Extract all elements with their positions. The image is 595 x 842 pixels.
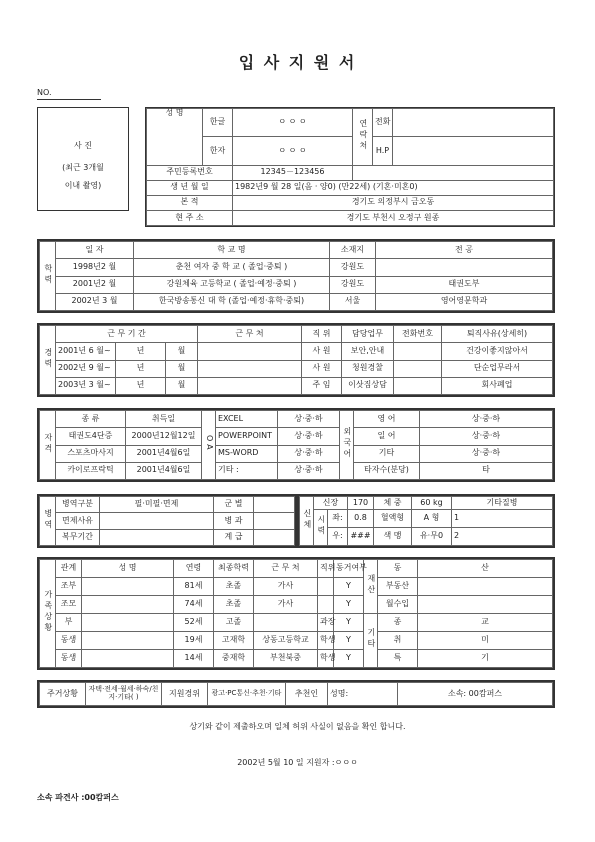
family-header-name: 성 명 xyxy=(82,560,174,578)
family-cohabit: Y xyxy=(334,650,364,668)
edu-header-date: 일 자 xyxy=(56,242,134,259)
family-education: 초졸 xyxy=(214,578,254,596)
qual-header-date: 취득일 xyxy=(126,411,202,428)
family-name xyxy=(82,650,174,668)
personal-table xyxy=(146,108,554,226)
career-position: 주 임 xyxy=(302,377,342,394)
family-education: 초졸 xyxy=(214,596,254,614)
qualification-table xyxy=(39,410,553,480)
edu-school: 한국방송통신 대 학 (졸업·예정·휴학·중퇴) xyxy=(134,293,330,310)
family-name xyxy=(82,578,174,596)
hanja-label: 한자 xyxy=(203,137,233,165)
family-header-workplace: 근 무 처 xyxy=(254,560,318,578)
family-position: 과장 xyxy=(318,614,334,632)
oa-label: OA xyxy=(202,411,216,480)
language-level: 상·중·하 xyxy=(420,411,553,428)
career-end-year: 년 xyxy=(116,360,166,377)
family-position xyxy=(318,578,334,596)
family-age: 81세 xyxy=(174,578,214,596)
career-duty: 이삿짐상담 xyxy=(342,377,394,394)
dispatch-company: 소속 파견사 :00캄퍼스 xyxy=(37,793,119,802)
education-section-label: 학력 xyxy=(40,242,56,311)
military-rank-value xyxy=(254,529,295,545)
motive-value: 광고·PC통신·추천·기타 xyxy=(208,683,286,706)
family-table xyxy=(39,559,553,668)
housing-value: 자택·전세·월세·하숙/친지·기타( ) xyxy=(86,683,162,706)
edu-major xyxy=(376,259,553,276)
career-company xyxy=(198,377,302,394)
table-row xyxy=(40,259,553,276)
oa-item: POWERPOINT xyxy=(216,428,278,445)
career-reason: 건강이좋지않아서 xyxy=(442,343,553,360)
military-branch-label: 군 별 xyxy=(214,497,254,513)
career-phone xyxy=(394,360,442,377)
family-position: 학생 xyxy=(318,650,334,668)
body-section-label: 신체 xyxy=(300,497,314,546)
hanja-value: ㅇ ㅇ ㅇ xyxy=(233,137,353,165)
exemption-reason-value xyxy=(100,513,214,529)
edu-major: 영어영문학과 xyxy=(376,293,553,310)
edu-header-location: 소재지 xyxy=(330,242,376,259)
family-cohabit: Y xyxy=(334,596,364,614)
career-section xyxy=(37,323,555,397)
phone-value xyxy=(393,109,554,137)
family-age: 14세 xyxy=(174,650,214,668)
oa-level: 상·중·하 xyxy=(278,462,340,479)
asset-item: 동 xyxy=(378,560,418,578)
edu-school: 춘천 여자 중 학 교 ( 졸업·중퇴 ) xyxy=(134,259,330,276)
edu-date: 2002년 3 월 xyxy=(56,293,134,310)
table-row xyxy=(40,343,553,360)
table-row xyxy=(40,360,553,377)
etc-value: 미 xyxy=(418,632,553,650)
date-signature-line: 2002년 5월 10 일 지원자 :ㅇㅇㅇ xyxy=(237,758,358,767)
etc-item: 취 xyxy=(378,632,418,650)
weight-label: 체 중 xyxy=(374,497,412,510)
family-position: 학생 xyxy=(318,632,334,650)
oa-item: MS-WORD xyxy=(216,445,278,462)
military-rank-label: 계 급 xyxy=(214,529,254,545)
motive-label: 지원경위 xyxy=(162,683,208,706)
blood-extra: 1 xyxy=(452,510,553,528)
edu-date: 1998년2 월 xyxy=(56,259,134,276)
language-level: 상·중·하 xyxy=(420,445,553,462)
language-label: 외국어 xyxy=(340,411,354,480)
oa-item: EXCEL xyxy=(216,411,278,428)
body-section xyxy=(297,494,555,548)
table-row xyxy=(40,293,553,310)
table-row xyxy=(40,650,553,668)
career-start: 2002년 9 월~ xyxy=(56,360,116,377)
etc-value: 기 xyxy=(418,650,553,668)
career-reason: 단순업무라서 xyxy=(442,360,553,377)
blood-label: 혈액형 xyxy=(374,510,412,528)
career-header-period: 근 무 기 간 xyxy=(56,326,198,343)
table-row xyxy=(40,596,553,614)
etc-item: 종 xyxy=(378,614,418,632)
edu-location: 강원도 xyxy=(330,259,376,276)
career-header-duty: 담당업무 xyxy=(342,326,394,343)
rrn-label: 주민등록번호 xyxy=(147,165,233,180)
family-position xyxy=(318,596,334,614)
hangul-value: ㅇ ㅇ ㅇ xyxy=(233,109,353,137)
family-relation: 동생 xyxy=(56,632,82,650)
career-position: 사 원 xyxy=(302,343,342,360)
career-end-year: 년 xyxy=(116,377,166,394)
asset-label: 재산 xyxy=(364,560,378,614)
qualification-section xyxy=(37,408,555,482)
address-label: 현 주 소 xyxy=(147,210,233,225)
asset-item: 월수입 xyxy=(378,596,418,614)
edu-date: 2001년2 월 xyxy=(56,276,134,293)
no-label: NO. xyxy=(37,88,52,97)
declaration-statement: 상기와 같이 제출하오며 일체 허위 사실이 없음을 확인 합니다. xyxy=(189,722,406,731)
career-company xyxy=(198,343,302,360)
edu-school: 강원체육 고등학교 ( 졸업·예정·중퇴 ) xyxy=(134,276,330,293)
vision-left-label: 좌: xyxy=(328,510,348,528)
body-table xyxy=(299,496,553,546)
career-end-year: 년 xyxy=(116,343,166,360)
education-section xyxy=(37,239,555,313)
oa-level: 상·중·하 xyxy=(278,411,340,428)
family-cohabit: Y xyxy=(334,614,364,632)
family-education: 중재학 xyxy=(214,650,254,668)
qual-date: 2001년4월6일 xyxy=(126,462,202,479)
origin-value: 경기도 의정부시 금오동 xyxy=(233,195,554,210)
family-cohabit: Y xyxy=(334,578,364,596)
height-label: 신장 xyxy=(314,497,348,510)
career-header-phone: 전화번호 xyxy=(394,326,442,343)
service-period-label: 복무기간 xyxy=(56,529,100,545)
bottom-table xyxy=(39,682,553,706)
colorblind-extra: 2 xyxy=(452,528,553,546)
table-row xyxy=(300,497,553,510)
military-table xyxy=(39,496,295,546)
hp-label: H.P xyxy=(373,137,393,165)
recommender-name-label: 성명: xyxy=(328,683,398,706)
service-period-value xyxy=(100,529,214,545)
table-row xyxy=(300,510,553,528)
family-workplace: 부천북중 xyxy=(254,650,318,668)
vision-right-label: 우: xyxy=(328,528,348,546)
etc-item: 특 xyxy=(378,650,418,668)
family-relation: 부 xyxy=(56,614,82,632)
language-item: 영 어 xyxy=(354,411,420,428)
family-workplace: 상동고등학교 xyxy=(254,632,318,650)
personal-info-section xyxy=(145,107,555,227)
edu-location: 서울 xyxy=(330,293,376,310)
hangul-label: 한글 xyxy=(203,109,233,137)
family-relation: 조부 xyxy=(56,578,82,596)
table-row xyxy=(40,614,553,632)
career-position: 사 원 xyxy=(302,360,342,377)
edu-header-major: 전 공 xyxy=(376,242,553,259)
military-type-value: 필·미필·면제 xyxy=(100,497,214,513)
qual-header-type: 종 류 xyxy=(56,411,126,428)
asset-value: 산 xyxy=(418,560,553,578)
no-underline xyxy=(37,99,101,100)
language-item: 일 어 xyxy=(354,428,420,445)
vision-label: 시력 xyxy=(314,510,328,546)
bottom-info-section xyxy=(37,680,555,708)
table-row xyxy=(40,632,553,650)
family-education: 고재학 xyxy=(214,632,254,650)
qualification-section-label: 자격 xyxy=(40,411,56,480)
weight-value: 60 kg xyxy=(412,497,452,510)
family-workplace: 가사 xyxy=(254,578,318,596)
family-section-label: 가족상황 xyxy=(40,560,56,668)
career-start: 2001년 6 월~ xyxy=(56,343,116,360)
height-value: 170 xyxy=(348,497,374,510)
military-section xyxy=(37,494,297,548)
family-workplace xyxy=(254,614,318,632)
family-education: 고졸 xyxy=(214,614,254,632)
blood-value: A 형 xyxy=(412,510,452,528)
birth-label: 생 년 월 일 xyxy=(147,180,233,195)
career-header-company: 근 무 처 xyxy=(198,326,302,343)
family-name xyxy=(82,614,174,632)
family-section xyxy=(37,557,555,670)
affiliation-value: 소속: 00캄퍼스 xyxy=(398,683,553,706)
career-end-month: 월 xyxy=(166,377,198,394)
etc-value: 교 xyxy=(418,614,553,632)
military-specialty-label: 병 과 xyxy=(214,513,254,529)
table-row xyxy=(40,497,295,513)
qual-type: 카이로프락틱 xyxy=(56,462,126,479)
table-row xyxy=(40,276,553,293)
colorblind-label: 색 맹 xyxy=(374,528,412,546)
family-cohabit: Y xyxy=(334,632,364,650)
name-label: 성 명 xyxy=(147,109,203,166)
education-table xyxy=(39,241,553,311)
qual-date: 2001년4월6일 xyxy=(126,445,202,462)
qual-type: 태권도4단증 xyxy=(56,428,126,445)
military-specialty-value xyxy=(254,513,295,529)
family-header-cohabit: 동거여부 xyxy=(334,560,364,578)
career-end-month: 월 xyxy=(166,360,198,377)
table-row xyxy=(40,462,553,479)
phone-label: 전화 xyxy=(373,109,393,137)
career-table xyxy=(39,325,553,395)
family-header-age: 연령 xyxy=(174,560,214,578)
career-duty: 청원경찰 xyxy=(342,360,394,377)
photo-note-1: (최근 3개월 xyxy=(62,163,104,172)
table-row xyxy=(300,528,553,546)
table-row xyxy=(40,428,553,445)
origin-label: 본 적 xyxy=(147,195,233,210)
housing-label: 주거상황 xyxy=(40,683,86,706)
exemption-reason-label: 면제사유 xyxy=(56,513,100,529)
page-title: 입 사 지 원 서 xyxy=(238,53,357,72)
language-item: 타자수(분당) xyxy=(354,462,420,479)
asset-item: 부동산 xyxy=(378,578,418,596)
career-duty: 보안,안내 xyxy=(342,343,394,360)
family-age: 52세 xyxy=(174,614,214,632)
hp-value xyxy=(393,137,554,165)
asset-value xyxy=(418,578,553,596)
qual-date: 2000년12월12일 xyxy=(126,428,202,445)
language-item: 기타 xyxy=(354,445,420,462)
career-section-label: 경력 xyxy=(40,326,56,395)
colorblind-value: 유·무0 xyxy=(412,528,452,546)
military-type-label: 병역구분 xyxy=(56,497,100,513)
military-section-label: 병역 xyxy=(40,497,56,546)
photo-box xyxy=(37,107,129,211)
family-header-position: 직위 xyxy=(318,560,334,578)
qual-type: 스포츠마사지 xyxy=(56,445,126,462)
family-workplace: 가사 xyxy=(254,596,318,614)
family-header-education: 최종학력 xyxy=(214,560,254,578)
edu-location: 강원도 xyxy=(330,276,376,293)
recommender-label: 추천인 xyxy=(286,683,328,706)
table-row xyxy=(40,377,553,394)
career-header-position: 직 위 xyxy=(302,326,342,343)
family-relation: 동생 xyxy=(56,650,82,668)
disease-label: 기타질병 xyxy=(452,497,553,510)
family-header-relation: 관계 xyxy=(56,560,82,578)
table-row xyxy=(40,529,295,545)
military-branch-value xyxy=(254,497,295,513)
vision-left-value: 0.8 xyxy=(348,510,374,528)
family-name xyxy=(82,596,174,614)
photo-note-2: 이내 촬영) xyxy=(64,181,102,190)
table-row xyxy=(40,578,553,596)
asset-value xyxy=(418,596,553,614)
career-phone xyxy=(394,377,442,394)
edu-header-school: 학 교 명 xyxy=(134,242,330,259)
table-row xyxy=(40,445,553,462)
career-start: 2003년 3 월~ xyxy=(56,377,116,394)
oa-item: 기타 : xyxy=(216,462,278,479)
family-name xyxy=(82,632,174,650)
oa-level: 상·중·하 xyxy=(278,428,340,445)
career-end-month: 월 xyxy=(166,343,198,360)
career-phone xyxy=(394,343,442,360)
language-level: 타 xyxy=(420,462,553,479)
etc-label: 기타 xyxy=(364,614,378,668)
career-company xyxy=(198,360,302,377)
family-age: 74세 xyxy=(174,596,214,614)
vision-right-value: ### xyxy=(348,528,374,546)
language-level: 상·중·하 xyxy=(420,428,553,445)
table-row xyxy=(40,513,295,529)
rrn-value: 12345－123456 xyxy=(233,165,353,180)
edu-major: 태권도부 xyxy=(376,276,553,293)
career-reason: 회사폐업 xyxy=(442,377,553,394)
birth-value: 1982년9 월 28 일(음 · 양0) (만22세) (기혼·미혼0) xyxy=(233,180,554,195)
family-age: 19세 xyxy=(174,632,214,650)
contact-label: 연락처 xyxy=(353,109,373,166)
career-header-reason: 퇴직사유(상세히) xyxy=(442,326,553,343)
address-value: 경기도 부천시 오정구 원종 xyxy=(233,210,554,225)
photo-label: 사 진 xyxy=(74,141,92,150)
oa-level: 상·중·하 xyxy=(278,445,340,462)
family-relation: 조모 xyxy=(56,596,82,614)
